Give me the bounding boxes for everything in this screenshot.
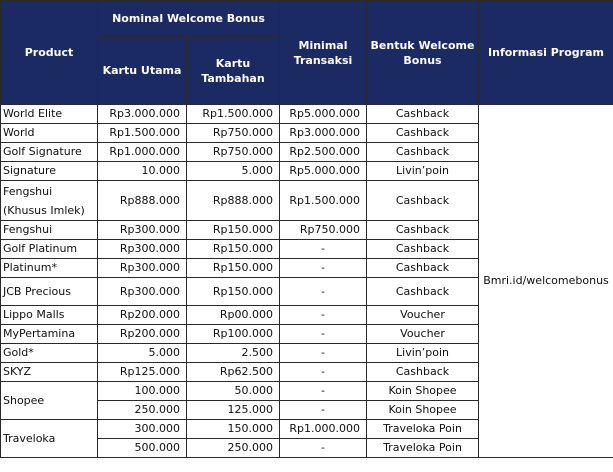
kartu-utama-cell: Rp300.000: [98, 221, 187, 240]
bentuk-bonus-cell: Cashback: [367, 124, 479, 143]
bentuk-bonus-cell: Koin Shopee: [367, 382, 479, 401]
bentuk-bonus-cell: Cashback: [367, 105, 479, 124]
kartu-tambahan-cell: 5.000: [187, 162, 280, 181]
kartu-utama-cell: 5.000: [98, 344, 187, 363]
informasi-program-cell: Bmri.id/welcomebonus: [479, 105, 613, 458]
header-kartu-tambahan: Kartu Tambahan: [187, 37, 280, 105]
bentuk-bonus-cell: Traveloka Poin: [367, 439, 479, 458]
minimal-transaksi-cell: -: [280, 344, 367, 363]
bentuk-bonus-cell: Cashback: [367, 143, 479, 162]
product-cell: World: [1, 124, 98, 143]
product-cell: Golf Signature: [1, 143, 98, 162]
product-cell: JCB Precious: [1, 278, 98, 306]
kartu-tambahan-cell: 250.000: [187, 439, 280, 458]
bentuk-bonus-cell: Voucher: [367, 325, 479, 344]
kartu-tambahan-cell: 125.000: [187, 401, 280, 420]
minimal-transaksi-cell: -: [280, 382, 367, 401]
minimal-transaksi-cell: -: [280, 325, 367, 344]
kartu-tambahan-cell: Rp750.000: [187, 143, 280, 162]
kartu-utama-cell: Rp888.000: [98, 181, 187, 221]
minimal-transaksi-cell: -: [280, 278, 367, 306]
bentuk-bonus-cell: Voucher: [367, 306, 479, 325]
table-row: [1, 105, 613, 124]
minimal-transaksi-cell: Rp2.500.000: [280, 143, 367, 162]
minimal-transaksi-cell: Rp5.000.000: [280, 162, 367, 181]
kartu-tambahan-cell: Rp1.500.000: [187, 105, 280, 124]
minimal-transaksi-cell: Rp1.500.000: [280, 181, 367, 221]
minimal-transaksi-cell: Rp5.000.000: [280, 105, 367, 124]
header-kartu-utama: Kartu Utama: [98, 37, 187, 105]
kartu-utama-cell: Rp125.000: [98, 363, 187, 382]
kartu-tambahan-cell: Rp750.000: [187, 124, 280, 143]
product-cell: Shopee: [1, 382, 98, 420]
minimal-transaksi-cell: -: [280, 259, 367, 278]
kartu-tambahan-cell: Rp150.000: [187, 278, 280, 306]
bentuk-bonus-cell: Cashback: [367, 221, 479, 240]
bentuk-bonus-cell: Cashback: [367, 181, 479, 221]
kartu-utama-cell: Rp200.000: [98, 325, 187, 344]
kartu-tambahan-cell: Rp100.000: [187, 325, 280, 344]
header-product: Product: [1, 1, 98, 105]
header-nominal-welcome-bonus: Nominal Welcome Bonus: [98, 1, 280, 37]
bentuk-bonus-cell: Cashback: [367, 363, 479, 382]
kartu-utama-cell: 10.000: [98, 162, 187, 181]
minimal-transaksi-cell: -: [280, 401, 367, 420]
kartu-utama-cell: Rp200.000: [98, 306, 187, 325]
kartu-tambahan-cell: Rp150.000: [187, 240, 280, 259]
minimal-transaksi-cell: -: [280, 439, 367, 458]
kartu-utama-cell: Rp300.000: [98, 259, 187, 278]
product-cell: Signature: [1, 162, 98, 181]
header-informasi-program: Informasi Program: [479, 1, 613, 105]
kartu-utama-cell: Rp300.000: [98, 278, 187, 306]
minimal-transaksi-cell: -: [280, 240, 367, 259]
product-cell: MyPertamina: [1, 325, 98, 344]
minimal-transaksi-cell: -: [280, 306, 367, 325]
product-cell: Fengshui: [1, 221, 98, 240]
kartu-utama-cell: Rp300.000: [98, 240, 187, 259]
product-cell: Platinum*: [1, 259, 98, 278]
kartu-tambahan-cell: 2.500: [187, 344, 280, 363]
kartu-utama-cell: 250.000: [98, 401, 187, 420]
product-cell: Fengshui (Khusus Imlek): [1, 181, 98, 221]
header-bentuk-welcome-bonus: Bentuk Welcome Bonus: [367, 1, 479, 105]
kartu-utama-cell: Rp3.000.000: [98, 105, 187, 124]
bentuk-bonus-cell: Cashback: [367, 259, 479, 278]
kartu-utama-cell: Rp1.500.000: [98, 124, 187, 143]
header-minimal-transaksi: Minimal Transaksi: [280, 1, 367, 105]
bentuk-bonus-cell: Cashback: [367, 240, 479, 259]
product-cell: World Elite: [1, 105, 98, 124]
minimal-transaksi-cell: Rp750.000: [280, 221, 367, 240]
bentuk-bonus-cell: Livin’poin: [367, 344, 479, 363]
minimal-transaksi-cell: Rp3.000.000: [280, 124, 367, 143]
kartu-tambahan-cell: Rp150.000: [187, 259, 280, 278]
product-cell: Traveloka: [1, 420, 98, 458]
product-cell: Lippo Malls: [1, 306, 98, 325]
kartu-tambahan-cell: 50.000: [187, 382, 280, 401]
bentuk-bonus-cell: Cashback: [367, 278, 479, 306]
bentuk-bonus-cell: Traveloka Poin: [367, 420, 479, 439]
bentuk-bonus-cell: Koin Shopee: [367, 401, 479, 420]
kartu-utama-cell: Rp1.000.000: [98, 143, 187, 162]
kartu-tambahan-cell: Rp62.500: [187, 363, 280, 382]
minimal-transaksi-cell: Rp1.000.000: [280, 420, 367, 439]
kartu-tambahan-cell: Rp00.000: [187, 306, 280, 325]
kartu-utama-cell: 300.000: [98, 420, 187, 439]
kartu-tambahan-cell: Rp888.000: [187, 181, 280, 221]
kartu-tambahan-cell: 150.000: [187, 420, 280, 439]
kartu-utama-cell: 100.000: [98, 382, 187, 401]
kartu-tambahan-cell: Rp150.000: [187, 221, 280, 240]
kartu-utama-cell: 500.000: [98, 439, 187, 458]
minimal-transaksi-cell: -: [280, 363, 367, 382]
product-cell: Golf Platinum: [1, 240, 98, 259]
product-cell: Gold*: [1, 344, 98, 363]
bentuk-bonus-cell: Livin’poin: [367, 162, 479, 181]
product-cell: SKYZ: [1, 363, 98, 382]
